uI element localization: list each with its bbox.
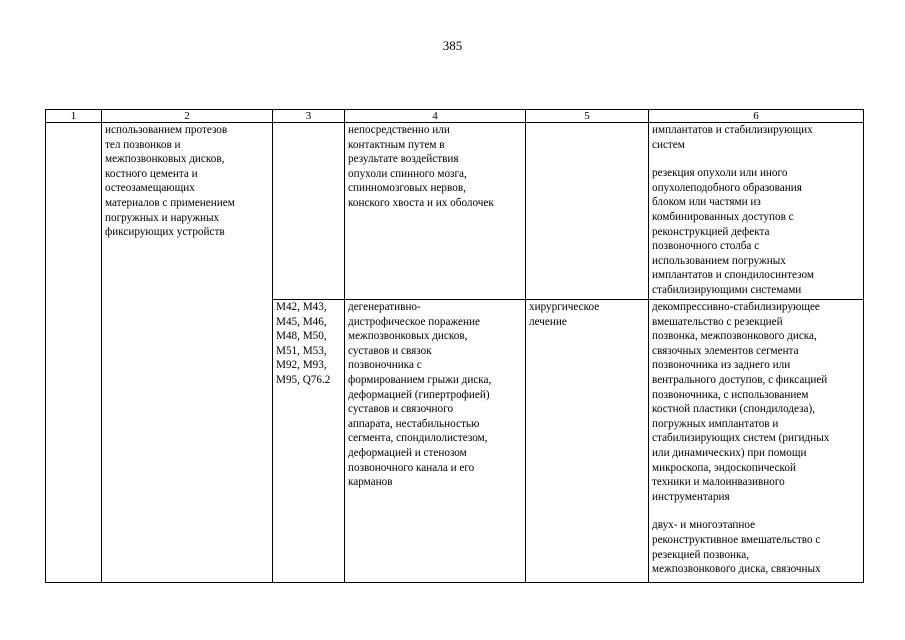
cell-col3	[273, 123, 345, 300]
procedures-table	[45, 109, 864, 583]
column-header: 6	[649, 110, 864, 123]
table-header-row	[46, 110, 864, 123]
cell-col4	[345, 123, 526, 300]
cell-text: двух- и многоэтапное реконструктивное вмешательство с резекцией позвонка, межпозвонкового диска, связочных	[652, 519, 821, 576]
cell-text: использованием протезов тел позвонков и межпозвонковых дисков, костного цемента и остеозамещающих материалов с применением погружных и наружных фиксирующих устройств	[105, 124, 235, 239]
cell-col6	[649, 300, 864, 583]
cell-text: M42, M43, M45, M46, M48, M50, M51, M53, M92, M93, M95, Q76.2	[276, 301, 331, 386]
cell-col4	[345, 300, 526, 583]
cell-text: резекция опухоли или иного опухолеподобного образования блоком или частями из комбинированных доступов с реконструкцией дефекта позвоночного столба с использованием погружных имплантатов и спондилосинтезом стабилизирующими системами	[652, 167, 814, 296]
cell-col2	[102, 123, 273, 583]
cell-col5	[526, 123, 649, 300]
page-number: 385	[442, 38, 463, 53]
cell-text: декомпрессивно-стабилизирующее вмешательство с резекцией позвонка, межпозвонкового диска, связочных элементов сегмента позвоночника из заднего или вентрального доступов, с фиксацией позвоночника, с использованием костной пластики (спондилодеза), погружных имплантатов и стабилизирующих систем (ригидных или динамических) при помощи микроскопа, эндоскопической техники и малоинвазивного инструментария	[652, 301, 830, 503]
column-header: 2	[102, 110, 273, 123]
cell-col6	[649, 123, 864, 300]
column-header: 5	[526, 110, 649, 123]
column-header: 4	[345, 110, 526, 123]
cell-text: дегенеративно- дистрофическое поражение межпозвонковых дисков, суставов и связок позвоночника с формированием грыжи диска, деформацией (гипертрофией) суставов и связочного аппарата, нестабильностью сегмента, спондилолистезом, деформацией и стенозом позвоночного канала и его карманов	[348, 301, 492, 489]
cell-text: хирургическое лечение	[529, 301, 600, 328]
cell-text: непосредственно или контактным путем в результате воздействия опухоли спинного мозга, спинномозговых нервов, конского хвоста и их оболочек	[348, 124, 494, 209]
column-header: 1	[46, 110, 102, 123]
table-row	[46, 123, 864, 300]
cell-col3	[273, 300, 345, 583]
column-header: 3	[273, 110, 345, 123]
cell-col5	[526, 300, 649, 583]
cell-text: имплантатов и стабилизирующих систем	[652, 124, 813, 151]
cell-col1	[46, 123, 102, 583]
